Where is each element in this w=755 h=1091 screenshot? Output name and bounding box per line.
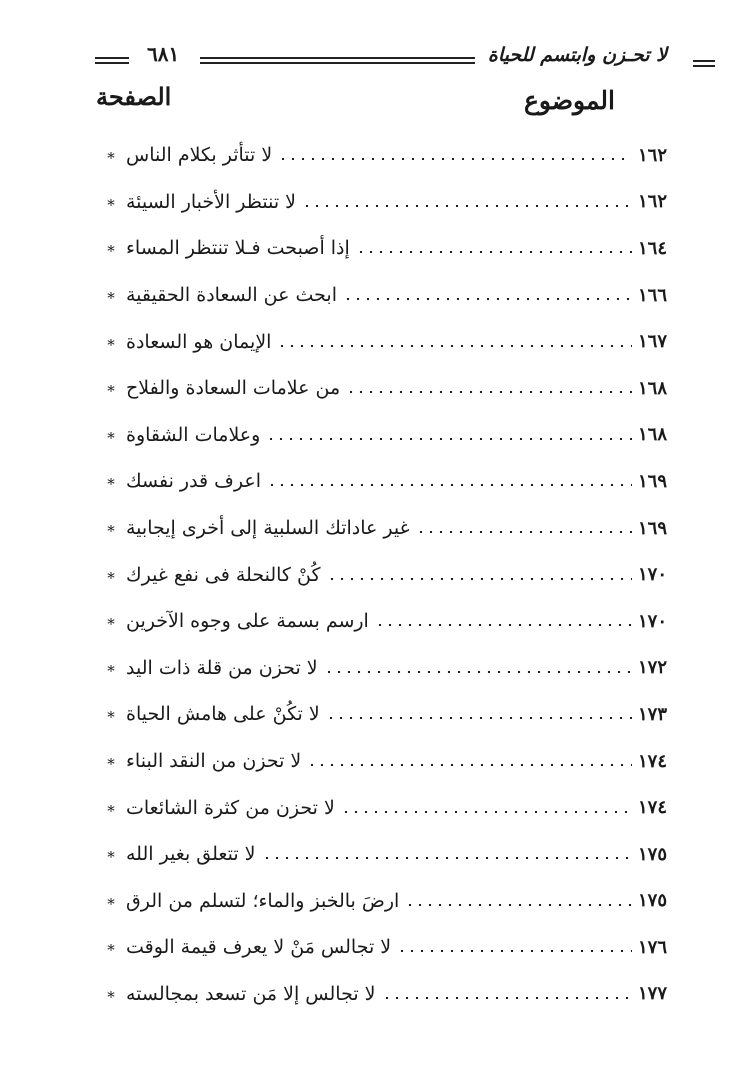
dot-leader	[416, 531, 632, 533]
toc-entry-page: ١٧٢	[638, 657, 668, 679]
dot-leader	[326, 717, 632, 719]
topic-column-heading: الموضوع	[524, 86, 615, 115]
toc-entry	[100, 365, 680, 412]
header-rule-right	[693, 60, 715, 67]
asterisk-icon: *	[107, 335, 115, 354]
dot-leader	[324, 671, 632, 673]
toc-entry	[100, 132, 680, 179]
toc-entry	[100, 412, 680, 459]
toc-entry	[100, 738, 680, 785]
toc-entry-topic: من علامات السعادة والفلاح	[126, 377, 341, 400]
dot-leader	[341, 811, 632, 813]
dot-leader	[267, 484, 632, 486]
toc-entry-topic: ابحث عن السعادة الحقيقية	[126, 284, 338, 307]
dot-leader	[266, 438, 632, 440]
toc-entry	[100, 831, 680, 878]
toc-entry-page: ١٧٥	[638, 890, 668, 912]
toc-entry-page: ١٦٨	[638, 377, 668, 399]
asterisk-icon: *	[107, 987, 115, 1006]
book-title: لا تحـزن وابتسم للحياة	[487, 44, 667, 66]
toc-entry-topic: لا تجالس إلا مَن تسعد بمجالسته	[126, 982, 376, 1005]
asterisk-icon: *	[107, 475, 115, 494]
dot-leader	[327, 578, 632, 580]
toc-entry-topic: وعلامات الشقاوة	[126, 423, 261, 446]
dot-leader	[307, 764, 632, 766]
dot-leader	[382, 997, 632, 999]
dot-leader	[405, 904, 632, 906]
toc-entry-page: ١٦٩	[638, 517, 668, 539]
asterisk-icon: *	[107, 382, 115, 401]
toc-entry-page: ١٦٤	[638, 237, 668, 259]
dot-leader	[278, 158, 632, 160]
asterisk-icon: *	[107, 848, 115, 867]
toc-entry	[100, 551, 680, 598]
asterisk-icon: *	[107, 755, 115, 774]
toc-entry	[100, 878, 680, 925]
page-column-heading: الصفحة	[96, 82, 172, 111]
dot-leader	[343, 298, 632, 300]
toc-entry-page: ١٧٥	[638, 843, 668, 865]
toc-entry-topic: اعرف قدر نفسك	[126, 470, 261, 493]
toc-entry-page: ١٦٦	[638, 284, 668, 306]
header-rule-left	[95, 57, 129, 64]
toc-entry-page: ١٧٦	[638, 936, 668, 958]
asterisk-icon: *	[107, 894, 115, 913]
asterisk-icon: *	[107, 615, 115, 634]
dot-leader	[356, 251, 632, 253]
toc-entry-topic: ارسم بسمة على وجوه الآخرين	[126, 610, 369, 633]
toc-entry	[100, 179, 680, 226]
toc-entry-page: ١٦٢	[638, 191, 668, 213]
asterisk-icon: *	[107, 428, 115, 447]
dot-leader	[346, 391, 632, 393]
asterisk-icon: *	[107, 289, 115, 308]
asterisk-icon: *	[107, 149, 115, 168]
toc-entry-topic: كُنْ كالنحلة فى نفع غيرك	[126, 563, 321, 586]
toc-entry-page: ١٦٧	[638, 331, 668, 353]
asterisk-icon: *	[107, 801, 115, 820]
dot-leader	[262, 857, 633, 859]
toc-entry-page: ١٧٧	[638, 983, 668, 1005]
toc-entry	[100, 225, 680, 272]
toc-entry-topic: إذا أصبحت فـلا تنتظر المساء	[126, 237, 350, 260]
asterisk-icon: *	[107, 522, 115, 541]
toc-entry	[100, 505, 680, 552]
toc-entry-topic: لا تنتظر الأخبار السيئة	[126, 190, 297, 213]
toc-entry-topic: لا تحزن من كثرة الشائعات	[126, 796, 335, 819]
page-number: ٦٨١	[147, 42, 180, 66]
toc-entry-page: ١٧٤	[638, 750, 668, 772]
toc-entry-topic: لا تحزن من قلة ذات اليد	[126, 656, 318, 679]
toc-entry-topic: لا تكُنْ على هامش الحياة	[126, 703, 320, 726]
toc-entry	[100, 318, 680, 365]
toc-entry	[100, 924, 680, 971]
toc-entry-page: ١٦٨	[638, 424, 668, 446]
toc-entry-page: ١٦٩	[638, 470, 668, 492]
toc-entry-page: ١٧٠	[638, 610, 668, 632]
toc-entry-topic: الإيمان هو السعادة	[126, 330, 272, 353]
toc-entry	[100, 598, 680, 645]
toc-entry-topic: لا تتأثر بكلام الناس	[126, 144, 273, 167]
table-of-contents	[100, 132, 680, 1017]
dot-leader	[302, 205, 632, 207]
header-rule	[200, 57, 475, 64]
toc-entry-page: ١٧٤	[638, 797, 668, 819]
toc-entry	[100, 784, 680, 831]
dot-leader	[397, 950, 632, 952]
toc-entry	[100, 645, 680, 692]
dot-leader	[375, 624, 632, 626]
toc-entry-page: ١٧٣	[638, 703, 668, 725]
asterisk-icon: *	[107, 195, 115, 214]
toc-entry	[100, 691, 680, 738]
asterisk-icon: *	[107, 661, 115, 680]
toc-entry-topic: غير عاداتك السلبية إلى أخرى إيجابية	[126, 517, 410, 540]
asterisk-icon: *	[107, 568, 115, 587]
toc-entry-topic: ارضَ بالخبز والماء؛ لتسلم من الرق	[126, 889, 400, 912]
toc-entry-page: ١٦٢	[638, 144, 668, 166]
dot-leader	[277, 345, 632, 347]
asterisk-icon: *	[107, 708, 115, 727]
toc-entry-topic: لا تتعلق بغير الله	[126, 843, 256, 866]
toc-entry	[100, 971, 680, 1018]
toc-entry	[100, 272, 680, 319]
toc-entry-topic: لا تجالس مَنْ لا يعرف قيمة الوقت	[126, 936, 392, 959]
asterisk-icon: *	[107, 941, 115, 960]
toc-entry	[100, 458, 680, 505]
asterisk-icon: *	[107, 242, 115, 261]
toc-entry-page: ١٧٠	[638, 564, 668, 586]
toc-entry-topic: لا تحزن من النقد البناء	[126, 750, 302, 773]
running-header	[95, 40, 715, 76]
